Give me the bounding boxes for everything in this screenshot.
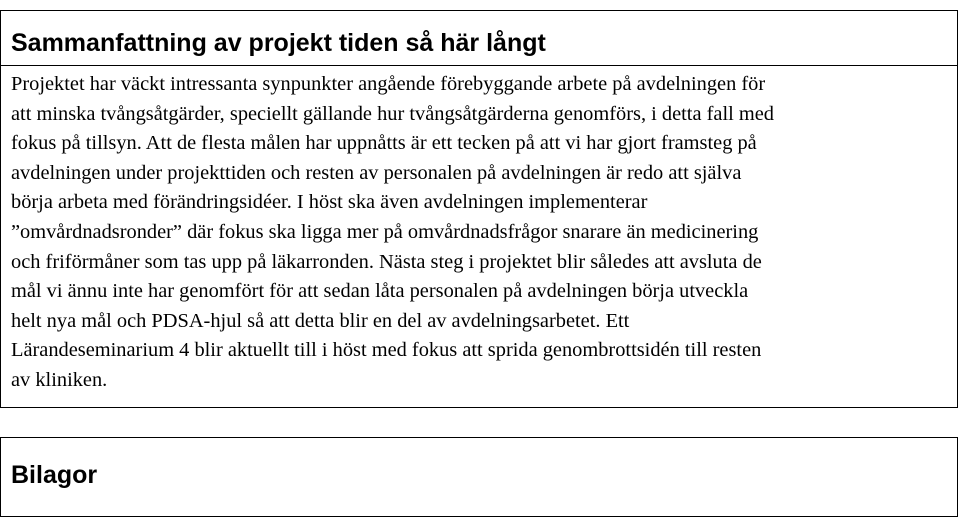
summary-line: att minska tvångsåtgärder, speciellt gällande hur tvångsåtgärderna genomförs, i detta fall med bbox=[11, 102, 774, 125]
summary-paragraph bbox=[11, 70, 951, 396]
summary-line: mål vi ännu inte har genomfört för att sedan låta personalen på avdelningen börja utveckla bbox=[11, 280, 749, 303]
summary-heading-cell bbox=[1, 11, 957, 66]
attachments-heading: Bilagor bbox=[11, 461, 98, 489]
summary-line: fokus på tillsyn. Att de flesta målen har uppnåtts är ett tecken på att vi har gjort framsteg på bbox=[11, 132, 757, 155]
summary-line: Lärandeseminarium 4 blir aktuellt till i höst med fokus att sprida genombrottsidén till resten bbox=[11, 339, 762, 362]
summary-line: ”omvårdnadsronder” där fokus ska ligga mer på omvårdnadsfrågor snarare än medicinering bbox=[11, 220, 759, 243]
summary-line: av kliniken. bbox=[11, 368, 108, 391]
summary-line: börja arbeta med förändringsidéer. I höst ska även avdelningen implementerar bbox=[11, 191, 648, 214]
summary-line: avdelningen under projekttiden och resten av personalen på avdelningen är redo att själva bbox=[11, 161, 742, 184]
summary-heading: Sammanfattning av projekt tiden så här långt bbox=[11, 29, 546, 57]
attachments-section bbox=[0, 437, 958, 517]
summary-section bbox=[0, 10, 958, 408]
summary-line: Projektet har väckt intressanta synpunkter angående förebyggande arbete på avdelningen för bbox=[11, 73, 766, 95]
summary-line: och friförmåner som tas upp på läkarronden. Nästa steg i projektet blir således att avsluta de bbox=[11, 250, 762, 273]
summary-line: helt nya mål och PDSA-hjul så att detta blir en del av avdelningsarbetet. Ett bbox=[11, 309, 630, 332]
